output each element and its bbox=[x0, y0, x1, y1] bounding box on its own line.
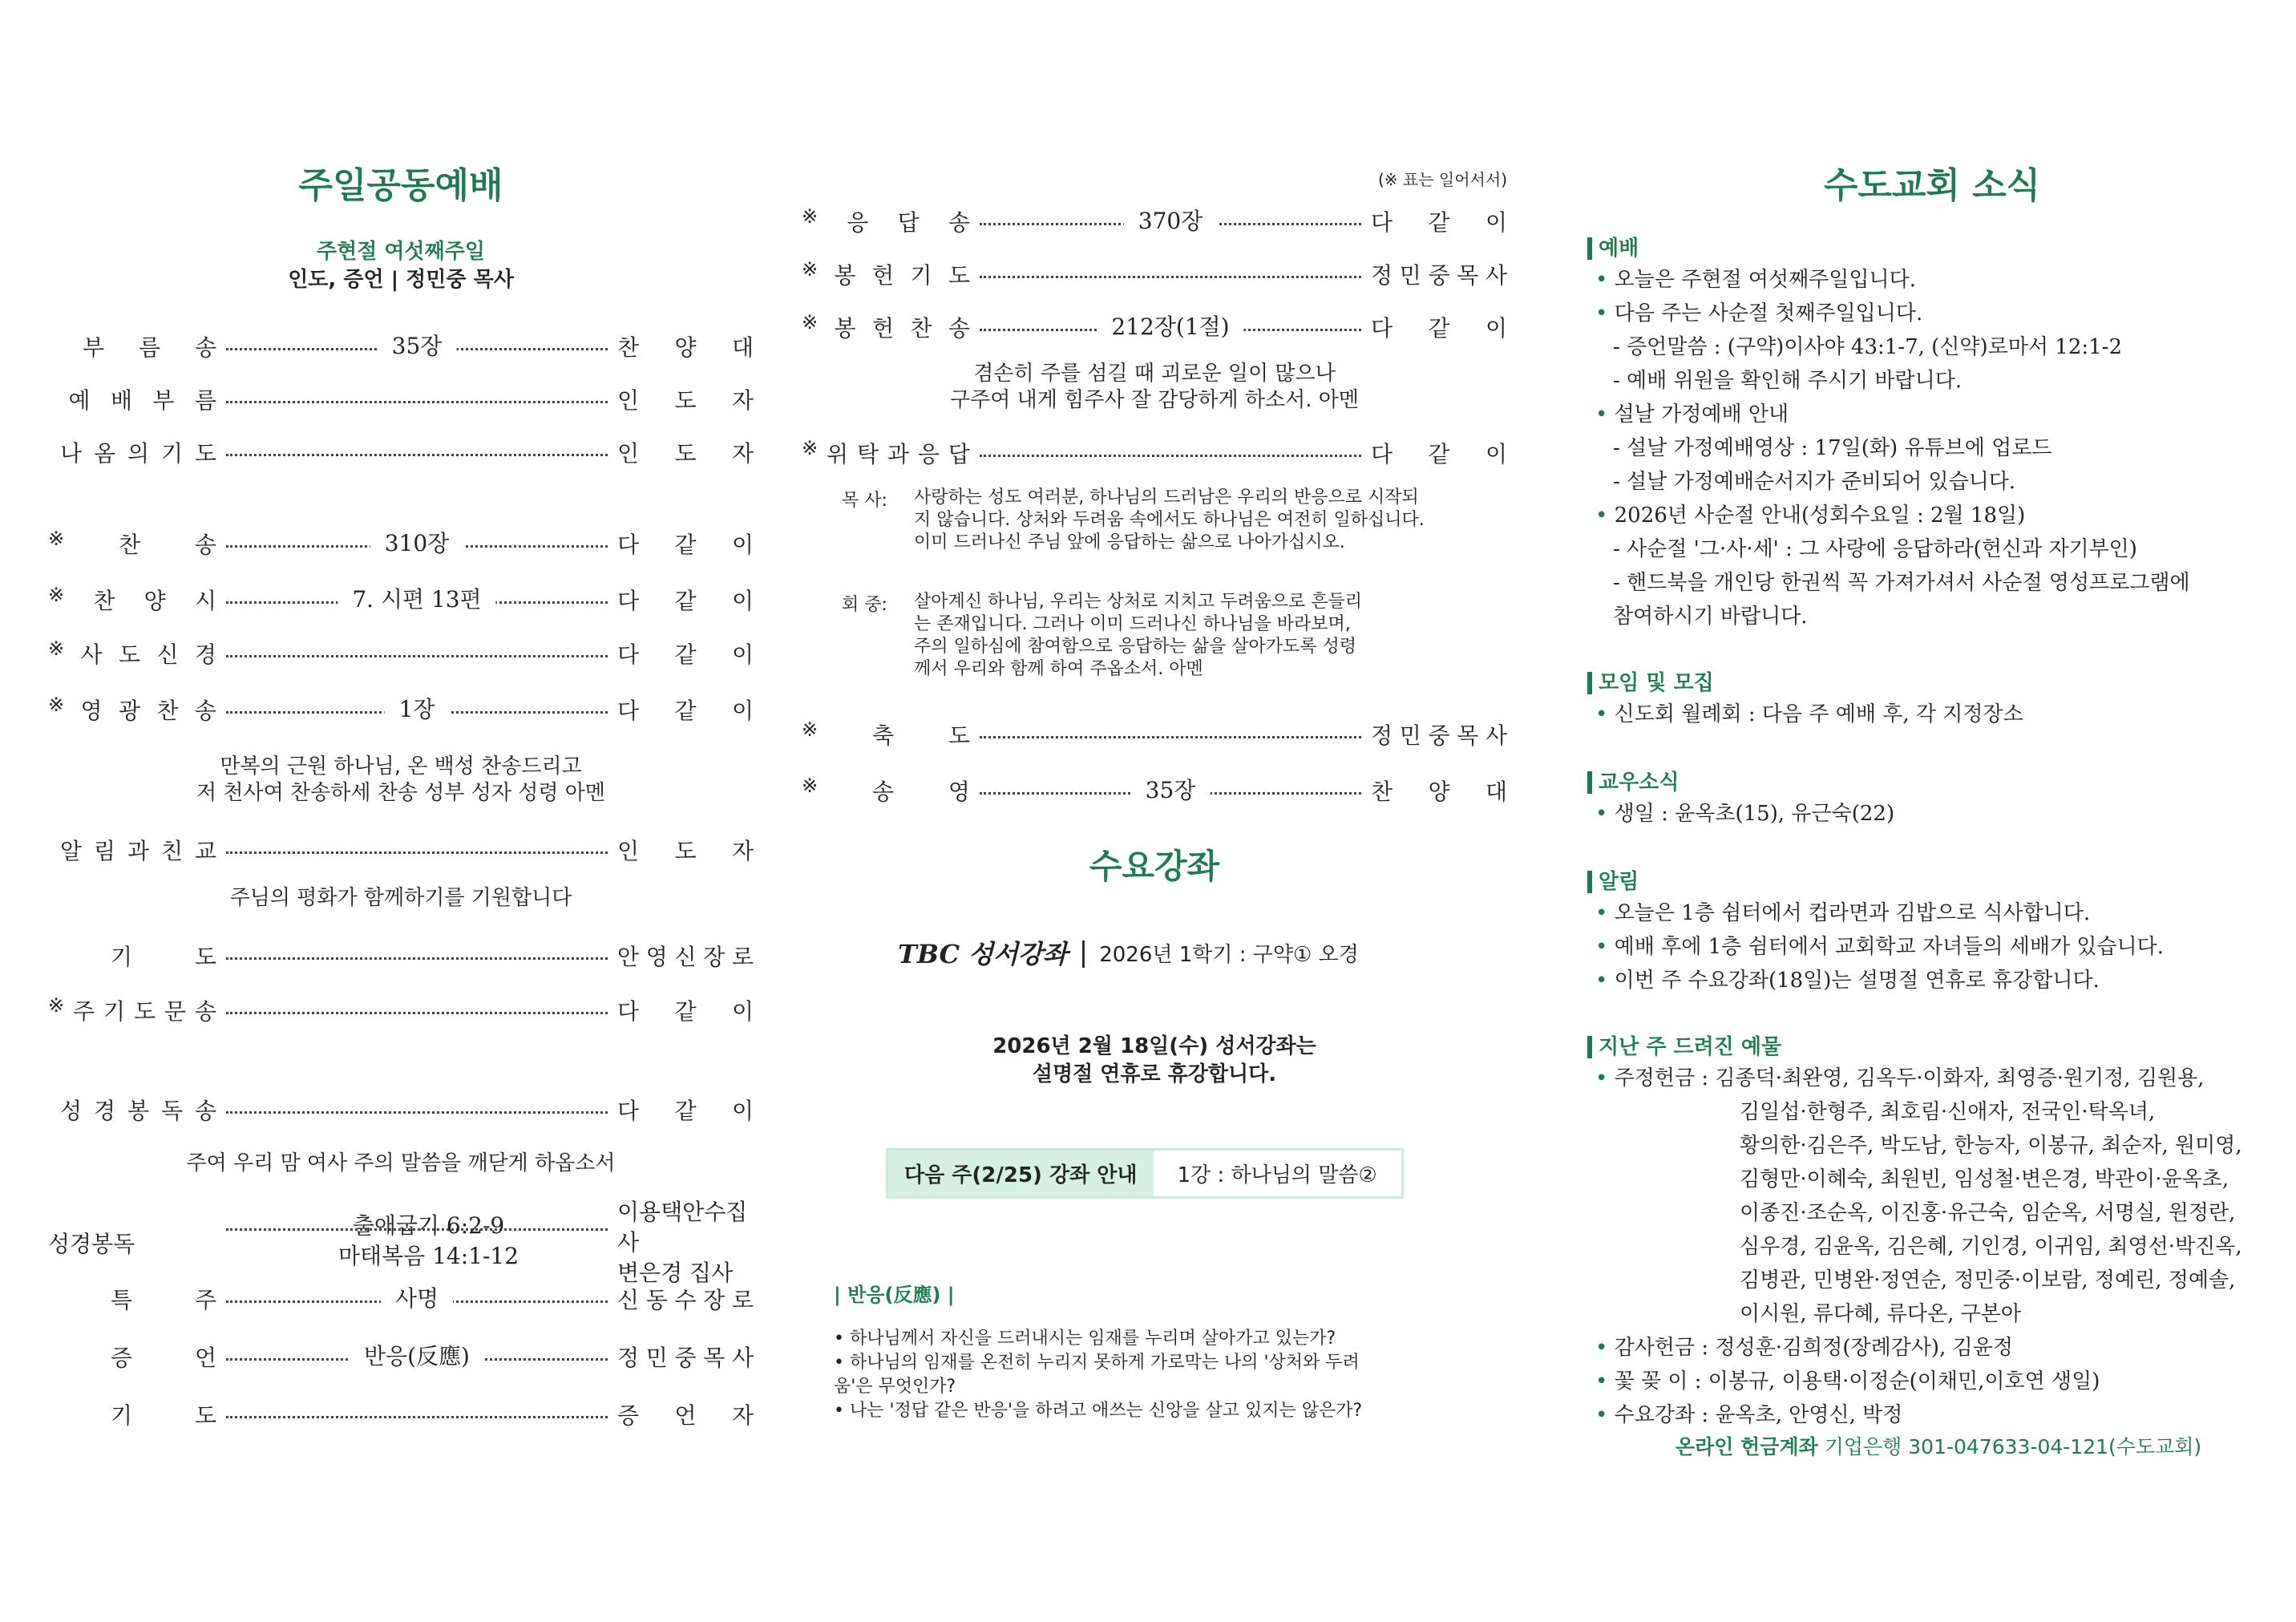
mid-order-label: ※ 위 탁 과 응 답 bbox=[802, 437, 970, 467]
pastor-label: 목 사: bbox=[842, 491, 887, 511]
reader-2: 변은경 집사 bbox=[617, 1260, 734, 1286]
left-order-row bbox=[48, 1398, 754, 1430]
news-item: • 꽃 꽂 이 : 이봉규, 이용택·이정순(이채민,이호연 생일) bbox=[1595, 1365, 2285, 1398]
left-order-label: 알 림 과 친 교 bbox=[59, 838, 216, 864]
left-order-row bbox=[48, 330, 754, 362]
response-heading: | 반응(反應) | bbox=[834, 1284, 955, 1306]
left-order-row bbox=[48, 994, 754, 1026]
offering-line-2: 구주여 내게 힘주사 잘 감당하게 하소서. 아멘 bbox=[950, 388, 1359, 412]
left-order-performer: 신 동 수 장 로 bbox=[617, 1287, 754, 1313]
reflection-questions bbox=[834, 1327, 1507, 1423]
news-item: • 2026년 사순절 안내(성회수요일 : 2월 18일) bbox=[1595, 499, 2285, 532]
scripture-reading-row bbox=[48, 1199, 754, 1286]
left-order-label: 나 옴 의 기 도 bbox=[59, 440, 216, 467]
reader-1: 이용택안수집사 bbox=[617, 1199, 748, 1256]
left-order-detail: 35장 bbox=[378, 330, 457, 362]
congregation-text bbox=[914, 591, 1507, 681]
worship-order-column bbox=[48, 0, 754, 1622]
left-order-row bbox=[48, 436, 754, 468]
mid-order-row bbox=[802, 258, 1507, 290]
left-order-row bbox=[48, 528, 754, 560]
reading-2: 마태복음 14:1-12 bbox=[338, 1243, 519, 1269]
news-item: • 감사헌금 : 정성훈·김희정(장례감사), 김윤정 bbox=[1595, 1331, 2285, 1365]
mid-order-row bbox=[802, 437, 1507, 469]
left-order-label: ※ 찬 송 bbox=[48, 528, 216, 558]
news-item: - 증언말씀 : (구약)이사야 43:1-7, (신약)로마서 12:1-2 bbox=[1613, 335, 2123, 359]
tbc-logo: TBC 성서강좌 bbox=[898, 939, 1068, 969]
news-item: - 핸드북을 개인당 한권씩 꼭 가져가셔서 사순절 영성프로그램에 bbox=[1613, 571, 2190, 595]
offering-line-1: 겸손히 주를 섬길 때 괴로운 일이 많으나 bbox=[973, 362, 1336, 386]
text-line: • 하나님의 임재를 온전히 누리지 못하게 가로막는 나의 '상처와 두려 bbox=[834, 1353, 1360, 1373]
news-item: 김일섭·한형주, 최호림·신애자, 전국인·탁옥녀, bbox=[1740, 1100, 2156, 1124]
news-title: 수도교회 소식 bbox=[1823, 165, 2041, 206]
worship-continued-column: (※ 표는 일어서서) ※ 응 답 송 370장 다 같 이 ※ 봉 헌 기 도 정 민 중 목 사 ※ 봉 헌 찬 송 212장(1절) 다 같 이 ※ 위 탁 과 응 답 다 같 이 ※ 축 도 정 민 중 목 사 ※ 송 영 35장 찬 양 대 겸손히 주를 섬길 때 괴로운 일이 많으나 구주여 내게 힘주사 잘 감당하게 하소서. 아멘 목 사: 사랑하는 성도 여러분, 하나님의 드러남은 우리의 반응으로 시작되 지 않습니다. 상처와 두려움 속에서도 하나님은 여전히 일하십니다. 이미 드러나신 주님 앞에 응답하는 삶으로 나아가십시오. 회 중: 살아계신 하나님, 우리는 상처로 지치고 두려움으로 흔들리 는 존재입니다. 그러나 이미 드러나신 하나님을 바라보며, 주의 일하심에 참여함으로 응답하는 삶을 살아가도록 성령 께서 우리와 함께 하여 주옵소서. 아멘 수요강좌 TBC 성서강좌 | 2026년 1학기 : 구약① 오경 2026년 2월 18일(수) 성서강좌는 설명절 연휴로 휴강합니다. 다음 주(2/25) 강좌 안내 1강 : 하나님의 말씀② | 반응(反應) | • 하나님께서 자신을 드러내시는 임재를 누리며 살아가고 있는가? • 하나님의 임재를 온전히 누리지 못하게 가로막는 나의 '상처와 두려 움'은 무엇인가? • 나는 '정답 같은 반응'을 하려고 애쓰는 신앙을 살고 있지는 않은가? bbox=[802, 0, 1507, 1622]
left-order-row bbox=[48, 940, 754, 972]
worship-leader: 인도, 증언 | 정민중 목사 bbox=[288, 268, 514, 292]
left-order-performer: 다 같 이 bbox=[617, 532, 754, 558]
left-order-performer: 다 같 이 bbox=[617, 998, 754, 1025]
congregation-label: 회 중: bbox=[842, 595, 887, 615]
member-news bbox=[1595, 797, 2285, 831]
news-item: 이시원, 류다혜, 류다온, 구본아 bbox=[1740, 1302, 2021, 1326]
offering-list bbox=[1595, 1062, 2285, 1432]
left-order-detail: 1장 bbox=[385, 694, 450, 726]
mid-order-label: ※ 봉 헌 찬 송 bbox=[802, 311, 970, 342]
peace-text: 주님의 평화가 함께하기를 기원합니다 bbox=[229, 886, 572, 910]
doxology-line-2: 저 천사여 찬송하세 찬송 성부 성자 성령 아멘 bbox=[196, 781, 605, 805]
worship-subtitle: 주현절 여섯째주일 bbox=[317, 240, 485, 264]
notice-news bbox=[1595, 896, 2285, 997]
left-order-detail: 반응(反應) bbox=[350, 1341, 484, 1373]
news-item: • 설날 가정예배 안내 bbox=[1595, 398, 2285, 431]
news-item: 황의한·김은주, 박도남, 한능자, 이봉규, 최순자, 원미영, bbox=[1740, 1134, 2242, 1158]
left-order-label: ※ 사 도 신 경 bbox=[48, 637, 216, 668]
wednesday-lecture-title: 수요강좌 bbox=[1089, 847, 1220, 886]
left-order-row bbox=[48, 383, 754, 415]
text-line: 움'은 무엇인가? bbox=[834, 1377, 956, 1397]
next-lecture-label: 다음 주(2/25) 강좌 안내 bbox=[888, 1151, 1154, 1196]
mid-order-row bbox=[802, 718, 1507, 750]
left-order-label: 예 배 부 름 bbox=[68, 387, 216, 414]
church-news-column bbox=[1579, 0, 2285, 1622]
left-order-performer: 인 도 자 bbox=[617, 838, 754, 864]
wednesday-notice-1: 2026년 2월 18일(수) 성서강좌는 bbox=[992, 1034, 1316, 1058]
next-lecture-topic: 1강 : 하나님의 말씀② bbox=[1177, 1163, 1377, 1187]
tbc-info: 2026년 1학기 : 구약① 오경 bbox=[1099, 942, 1359, 967]
standing-note: (※ 표는 일어서서) bbox=[1378, 170, 1507, 189]
left-order-performer: 안 영 신 장 로 bbox=[617, 944, 754, 970]
left-order-label: 기 도 bbox=[110, 1402, 216, 1429]
text-line: 지 않습니다. 상처와 두려움 속에서도 하나님은 여전히 일하십니다. bbox=[914, 510, 1425, 530]
doxology-line-1: 만복의 근원 하나님, 온 백성 찬송드리고 bbox=[220, 754, 582, 779]
prayer-word: 주여 우리 맘 여사 주의 말씀을 깨닫게 하옵소서 bbox=[186, 1151, 616, 1175]
left-order-detail: 310장 bbox=[370, 528, 464, 560]
left-order-row bbox=[48, 637, 754, 669]
mid-order-label: ※ 봉 헌 기 도 bbox=[802, 258, 970, 289]
section-worship: 예배 bbox=[1587, 237, 1639, 260]
left-order-label: ※ 찬 양 시 bbox=[48, 584, 216, 614]
news-item: • 생일 : 윤옥초(15), 유근숙(22) bbox=[1595, 797, 2285, 831]
left-order-row bbox=[48, 1094, 754, 1126]
section-meetings: 모임 및 모집 bbox=[1587, 672, 1714, 694]
section-offerings: 지난 주 드려진 예물 bbox=[1587, 1036, 1781, 1058]
mid-order-detail: 212장(1절) bbox=[1097, 311, 1243, 343]
meeting-news bbox=[1595, 698, 2285, 731]
left-order-performer: 다 같 이 bbox=[617, 641, 754, 668]
news-item: - 사순절 '그·사·세' : 그 사랑에 응답하라(헌신과 자기부인) bbox=[1613, 537, 2137, 561]
news-item: - 설날 가정예배순서지가 준비되어 있습니다. bbox=[1613, 470, 2016, 494]
left-order-label: ※ 영 광 찬 송 bbox=[48, 694, 216, 724]
pastor-text bbox=[914, 487, 1507, 554]
left-order-detail: 사명 bbox=[381, 1283, 453, 1315]
text-line: 이미 드러나신 주님 앞에 응답하는 삶으로 나아가십시오. bbox=[914, 532, 1345, 552]
account-number: 기업은행 301-047633-04-121(수도교회) bbox=[1824, 1435, 2202, 1458]
reading-label: 성경봉독 bbox=[48, 1231, 135, 1257]
mid-order-performer: 다 같 이 bbox=[1371, 315, 1507, 342]
account-label: 온라인 헌금계좌 bbox=[1676, 1435, 1818, 1458]
news-item: • 예배 후에 1층 쉼터에서 교회학교 자녀들의 세배가 있습니다. bbox=[1595, 930, 2285, 964]
left-order-row bbox=[48, 1341, 754, 1373]
left-order-row bbox=[48, 584, 754, 616]
mid-order-detail: 370장 bbox=[1124, 205, 1218, 237]
text-line: 께서 우리와 함께 하여 주옵소서. 아멘 bbox=[914, 659, 1203, 679]
mid-order-label: ※ 응 답 송 bbox=[802, 205, 970, 236]
mid-order-performer: 정 민 중 목 사 bbox=[1371, 262, 1507, 289]
mid-order-label: ※ 송 영 bbox=[802, 775, 970, 805]
mid-order-performer: 다 같 이 bbox=[1371, 441, 1507, 467]
news-item: • 다음 주는 사순절 첫째주일입니다. bbox=[1595, 297, 2285, 330]
left-order-label: 부 름 송 bbox=[82, 334, 216, 361]
section-notices: 알림 bbox=[1587, 871, 1639, 893]
news-item: • 수요강좌 : 윤옥초, 안영신, 박정 bbox=[1595, 1398, 2285, 1432]
left-order-performer: 증 언 자 bbox=[617, 1402, 754, 1429]
mid-order-detail: 35장 bbox=[1131, 775, 1211, 807]
left-order-performer: 다 같 이 bbox=[617, 588, 754, 614]
left-order-row bbox=[48, 694, 754, 726]
mid-order-performer: 정 민 중 목 사 bbox=[1371, 722, 1507, 749]
news-item: 심우경, 김윤옥, 김은혜, 기인경, 이귀임, 최영선·박진옥, bbox=[1740, 1235, 2242, 1259]
text-line: • 하나님께서 자신을 드러내시는 임재를 누리며 살아가고 있는가? bbox=[834, 1329, 1336, 1349]
news-item: 이종진·조순옥, 이진홍·유근숙, 임순옥, 서명실, 원정란, bbox=[1740, 1201, 2236, 1225]
left-order-row bbox=[48, 834, 754, 866]
left-order-performer: 찬 양 대 bbox=[617, 334, 754, 361]
text-line: • 나는 '정답 같은 반응'을 하려고 애쓰는 신앙을 살고 있지는 않은가? bbox=[834, 1401, 1363, 1421]
left-order-performer: 인 도 자 bbox=[617, 387, 754, 414]
left-order-label: ※ 주 기 도 문 송 bbox=[48, 994, 216, 1025]
left-order-label: 기 도 bbox=[110, 944, 216, 970]
text-line: 는 존재입니다. 그러나 이미 드러나신 하나님을 바라보며, bbox=[914, 614, 1351, 634]
mid-order-row bbox=[802, 311, 1507, 343]
text-line: 주의 일하심에 참여함으로 응답하는 삶을 살아가도록 성령 bbox=[914, 637, 1357, 657]
section-members: 교우소식 bbox=[1587, 771, 1679, 794]
left-order-performer: 정 민 중 목 사 bbox=[617, 1345, 754, 1371]
wednesday-notice-2: 설명절 연휴로 휴강합니다. bbox=[1032, 1062, 1277, 1086]
news-item: 김병관, 민병완·정연순, 정민중·이보람, 정예린, 정예솔, bbox=[1740, 1268, 2236, 1292]
left-order-performer: 다 같 이 bbox=[617, 1098, 754, 1124]
text-line: 사랑하는 성도 여러분, 하나님의 드러남은 우리의 반응으로 시작되 bbox=[914, 487, 1419, 508]
news-item: • 오늘은 1층 쉼터에서 컵라면과 김밥으로 식사합니다. bbox=[1595, 896, 2285, 930]
news-item: 김형만·이혜숙, 최원빈, 임성철·변은경, 박관이·윤옥초, bbox=[1740, 1167, 2229, 1191]
news-item: • 이번 주 수요강좌(18일)는 설명절 연휴로 휴강합니다. bbox=[1595, 964, 2285, 997]
left-order-detail: 7. 시편 13편 bbox=[338, 584, 495, 616]
mid-order-row bbox=[802, 205, 1507, 237]
news-item: - 설날 가정예배영상 : 17일(화) 유튜브에 업로드 bbox=[1613, 436, 2052, 460]
news-item: • 신도회 월례회 : 다음 주 예배 후, 각 지정장소 bbox=[1595, 698, 2285, 731]
left-order-performer: 다 같 이 bbox=[617, 698, 754, 724]
worship-title: 주일공동예배 bbox=[298, 165, 503, 206]
left-order-label: 성 경 봉 독 송 bbox=[59, 1098, 216, 1124]
left-order-performer: 인 도 자 bbox=[617, 440, 754, 467]
text-line: 살아계신 하나님, 우리는 상처로 지치고 두려움으로 흔들리 bbox=[914, 592, 1363, 612]
mid-order-performer: 찬 양 대 bbox=[1371, 779, 1507, 805]
mid-order-row bbox=[802, 775, 1507, 807]
left-order-label: 증 언 bbox=[110, 1345, 216, 1371]
next-lecture-box bbox=[886, 1148, 1404, 1199]
left-order-label: 특 주 bbox=[110, 1287, 216, 1313]
news-item: 참여하시기 바랍니다. bbox=[1613, 605, 1808, 629]
news-item: • 오늘은 주현절 여섯째주일입니다. bbox=[1595, 263, 2285, 297]
online-account bbox=[1676, 1431, 2201, 1460]
worship-news bbox=[1595, 263, 2285, 633]
news-item: • 주정헌금 : 김종덕·최완영, 김옥두·이화자, 최영증·원기정, 김원용, bbox=[1595, 1062, 2285, 1095]
mid-order-performer: 다 같 이 bbox=[1371, 209, 1507, 236]
reading-1: 출애굽기 6:2-9 bbox=[352, 1212, 505, 1239]
news-item: - 예배 위원을 확인해 주시기 바랍니다. bbox=[1613, 369, 1963, 393]
mid-order-label: ※ 축 도 bbox=[802, 718, 970, 749]
